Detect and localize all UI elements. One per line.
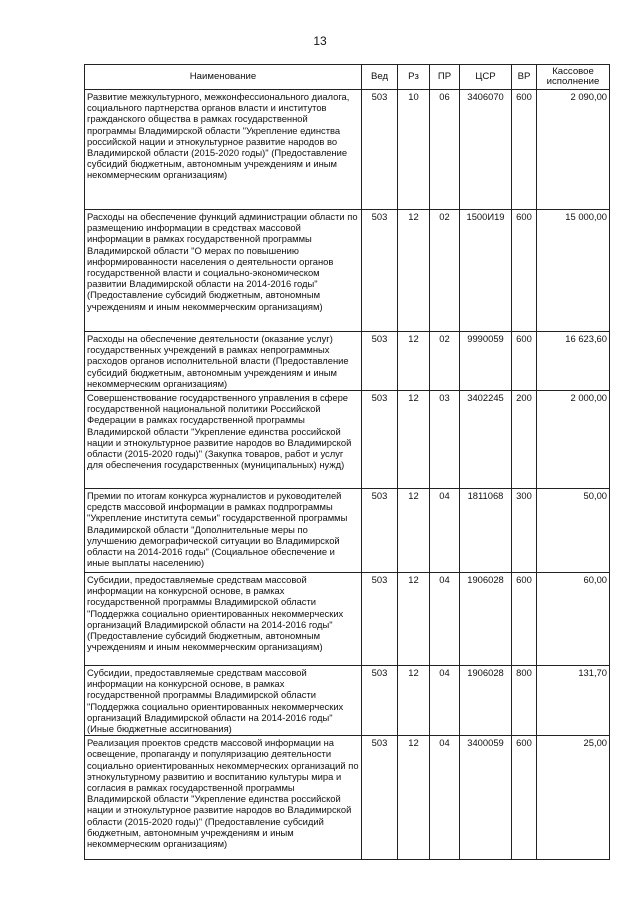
row-name: Реализация проектов средств массовой информации на освещение, пропаганду и популяризацию деятельности социально ориентированных некоммерческих организаций по этнокультурному развитию и воспитанию культуры мира и согласия в рамках государственной программы Владимирской области "Укрепление единства российской нации и этнокультурное развитие народов во Владимирской области (2015-2020 годы)" (Предоставление субсидий бюджетным, автономным учреждениям и иным некоммерческим организациям) bbox=[85, 736, 362, 860]
row-pr: 06 bbox=[430, 90, 460, 210]
row-vr: 200 bbox=[512, 391, 537, 489]
row-amount: 60,00 bbox=[537, 573, 610, 666]
row-pr: 02 bbox=[430, 210, 460, 332]
table-row bbox=[85, 489, 610, 573]
header-amount: Кассовое исполнение bbox=[537, 65, 610, 90]
table-row bbox=[85, 90, 610, 210]
row-ved: 503 bbox=[362, 90, 398, 210]
row-rz: 12 bbox=[398, 332, 430, 391]
row-amount: 25,00 bbox=[537, 736, 610, 860]
row-rz: 12 bbox=[398, 489, 430, 573]
row-ved: 503 bbox=[362, 210, 398, 332]
row-rz: 12 bbox=[398, 573, 430, 666]
row-name: Субсидии, предоставляемые средствам массовой информации на конкурсной основе, в рамках государственной программы Владимирской области "Поддержка социально ориентированных некоммерческих организаций Владимирской области на 2014-2016 годы" (Предоставление субсидий бюджетным, автономным учреждениям и иным некоммерческим организациям) bbox=[85, 573, 362, 666]
header-ved: Вед bbox=[362, 65, 398, 90]
row-rz: 12 bbox=[398, 666, 430, 736]
row-vr: 600 bbox=[512, 332, 537, 391]
row-amount: 50,00 bbox=[537, 489, 610, 573]
row-ved: 503 bbox=[362, 573, 398, 666]
table-row bbox=[85, 210, 610, 332]
row-pr: 04 bbox=[430, 666, 460, 736]
header-pr: ПР bbox=[430, 65, 460, 90]
row-rz: 12 bbox=[398, 391, 430, 489]
row-vr: 600 bbox=[512, 573, 537, 666]
table-body bbox=[85, 90, 610, 860]
header-name: Наименование bbox=[85, 65, 362, 90]
row-amount: 2 000,00 bbox=[537, 391, 610, 489]
row-csr: 3402245 bbox=[460, 391, 512, 489]
row-vr: 600 bbox=[512, 736, 537, 860]
row-rz: 10 bbox=[398, 90, 430, 210]
row-amount: 16 623,60 bbox=[537, 332, 610, 391]
row-amount: 15 000,00 bbox=[537, 210, 610, 332]
row-vr: 600 bbox=[512, 90, 537, 210]
row-name: Премии по итогам конкурса журналистов и руководителей средств массовой информации в рамках подпрограммы "Укрепление института семьи" государственной программы Владимирской области "Дополнительные меры по улучшению демографической ситуации во Владимирской области на 2014-2016 годы" (Социальное обеспечение и иные выплаты населению) bbox=[85, 489, 362, 573]
row-amount: 131,70 bbox=[537, 666, 610, 736]
row-rz: 12 bbox=[398, 210, 430, 332]
row-csr: 3406070 bbox=[460, 90, 512, 210]
row-vr: 600 bbox=[512, 210, 537, 332]
page-number: 13 bbox=[313, 34, 327, 48]
table-row bbox=[85, 666, 610, 736]
row-csr: 9990059 bbox=[460, 332, 512, 391]
row-csr: 1906028 bbox=[460, 666, 512, 736]
row-name: Совершенствование государственного управления в сфере государственной национальной политики Российской Федерации в рамках государственной программы Владимирской области "Укрепление единства российской нации и этнокультурное развитие народов во Владимирской области (2015-2020 годы)" (Закупка товаров, работ и услуг для обеспечения государственных (муниципальных) нужд) bbox=[85, 391, 362, 489]
table-row bbox=[85, 391, 610, 489]
header-rz: Рз bbox=[398, 65, 430, 90]
row-ved: 503 bbox=[362, 391, 398, 489]
header-vr: ВР bbox=[512, 65, 537, 90]
row-vr: 800 bbox=[512, 666, 537, 736]
row-pr: 04 bbox=[430, 573, 460, 666]
row-pr: 04 bbox=[430, 489, 460, 573]
header-csr: ЦСР bbox=[460, 65, 512, 90]
row-csr: 3400059 bbox=[460, 736, 512, 860]
row-ved: 503 bbox=[362, 736, 398, 860]
row-pr: 02 bbox=[430, 332, 460, 391]
row-name: Расходы на обеспечение деятельности (оказание услуг) государственных учреждений в рамках непрограммных расходов органов исполнительной власти (Предоставление субсидий бюджетным, автономным учреждениям и иным некоммерческим организациям) bbox=[85, 332, 362, 391]
table-header-row bbox=[85, 65, 610, 90]
row-amount: 2 090,00 bbox=[537, 90, 610, 210]
row-vr: 300 bbox=[512, 489, 537, 573]
row-ved: 503 bbox=[362, 489, 398, 573]
table-row bbox=[85, 573, 610, 666]
table-row bbox=[85, 736, 610, 860]
row-csr: 1500И19 bbox=[460, 210, 512, 332]
row-rz: 12 bbox=[398, 736, 430, 860]
row-csr: 1906028 bbox=[460, 573, 512, 666]
row-ved: 503 bbox=[362, 666, 398, 736]
row-name: Субсидии, предоставляемые средствам массовой информации на конкурсной основе, в рамках государственной программы Владимирской области "Поддержка социально ориентированных некоммерческих организаций Владимирской области на 2014-2016 годы" (Иные бюджетные ассигнования) bbox=[85, 666, 362, 736]
budget-execution-table bbox=[84, 64, 610, 860]
row-pr: 04 bbox=[430, 736, 460, 860]
row-name: Развитие межкультурного, межконфессионального диалога, социального партнерства органов власти и институтов гражданского общества в рамках государственной программы Владимирской области "Укрепление единства российской нации и этнокультурное развитие народов во Владимирской области (2015-2020 годы)" (Предоставление субсидий бюджетным, автономным учреждениям и иным некоммерческим организациям) bbox=[85, 90, 362, 210]
table-row bbox=[85, 332, 610, 391]
row-name: Расходы на обеспечение функций администрации области по размещению информации в средствах массовой информации в рамках государственной программы Владимирской области "О мерах по повышению информированности населения о деятельности органов государственной власти и социально-экономическом развитии Владимирской области на 2014-2016 годы" (Предоставление субсидий бюджетным, автономным учреждениям и иным некоммерческим организациям) bbox=[85, 210, 362, 332]
row-ved: 503 bbox=[362, 332, 398, 391]
row-csr: 1811068 bbox=[460, 489, 512, 573]
row-pr: 03 bbox=[430, 391, 460, 489]
